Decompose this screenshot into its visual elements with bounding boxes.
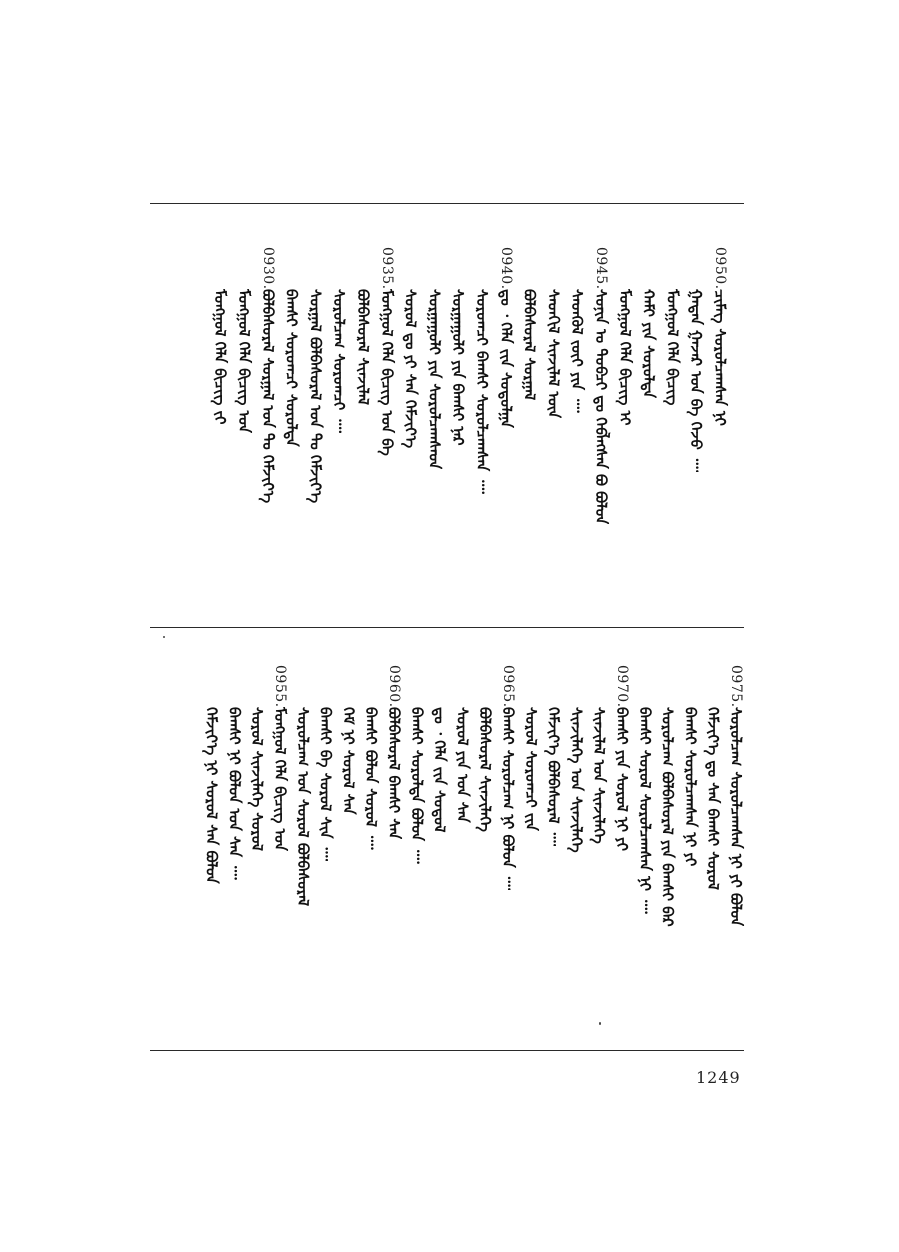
line-text: ᠪᠠᠭᠰᠢ ᠪᠠ ᠰᠤᠷᠤᠯ ᠰᠢᠨ ᠁: [316, 707, 335, 862]
verse-line: [496, 247, 516, 529]
line-text: ᠪᠣᠯᠪᠠᠰᠤᠷᠠᠯ ᠰᠤᠷᠭᠠᠯ ᠤᠨ ᠲᠤ ᠬᠡᠮᠵᠢᠶ᠎ᠡ: [258, 289, 277, 504]
verse-line: [338, 665, 358, 937]
verse-line: [566, 665, 586, 937]
line-number: [567, 247, 587, 289]
line-number: 0970.: [614, 665, 630, 708]
line-text: ᠰᠤᠷᠤᠯ ᠳᠤ ᠶᠢ ᠰᠠᠨ ᠬᠡᠮᠵᠢᠶ᠎ᠡ: [401, 289, 420, 449]
line-number: [202, 665, 222, 707]
line-number: 0945.: [593, 247, 609, 290]
top-rule: [150, 203, 744, 204]
verse-line: [270, 665, 290, 937]
middle-rule: [150, 627, 744, 628]
line-text: ᠮᠣᠩᠭᠣᠯ ᠬᠡᠯᠡ ᠪᠢᠴᠢᠭ ᠵᠢ: [211, 289, 230, 425]
line-text: ᠳᠤ ᠂ ᠬᠡᠯᠡ ᠵᠢᠨ ᠰᠤᠳᠤᠯ: [430, 707, 449, 833]
line-text: ᠰᠤᠷᠤᠯ ᠶᠢᠨ ᠤᠨ ᠰᠠᠨ: [453, 707, 472, 823]
line-text: ᠰᠢᠨᠵᠢᠯᠡᠭᠡ ᠤᠨ ᠰᠢᠨᠵᠢᠯᠡᠭᠡ: [567, 707, 586, 853]
line-text: ᠪᠠᠭᠰᠢ ᠶᠢᠨ ᠰᠤᠷᠤᠯ ᠨᠢ ᠶᠢ: [613, 707, 631, 852]
line-text: ᠬᠠᠮᠢ ᠶᠢᠨ ᠰᠤᠷᠤᠯᠲᠠ: [639, 289, 658, 399]
verse-line: [589, 665, 609, 937]
print-speck: [163, 636, 165, 638]
verse-line: [316, 665, 336, 937]
verse-line: [282, 247, 302, 529]
line-number: 0965.: [500, 665, 516, 708]
verse-line: [635, 665, 655, 937]
line-text: ᠴᠢᠮᠡᠭ ᠰᠤᠷᠤᠯᠴᠠᠭᠰᠠᠨ ᠨᠢ: [711, 289, 729, 426]
line-text: ᠰᠤᠷᠭᠠᠭᠤᠯᠢ ᠶᠢᠨ ᠰᠤᠷᠤᠯᠴᠠᠭᠰᠠᠳ: [425, 289, 444, 470]
verse-line: [430, 665, 450, 937]
line-text: ᠰᠡᠳᠬᠢᠯ ᠰᠢᠨᠵᠢᠯᠡᠯ ᠦᠨ: [544, 289, 563, 419]
line-number: [424, 247, 444, 289]
line-number: [353, 247, 373, 289]
line-number: [316, 665, 336, 707]
line-number: [452, 665, 472, 707]
verse-line: [305, 247, 325, 529]
verse-line: [377, 247, 397, 529]
line-number: [566, 665, 586, 707]
verse-line: [384, 665, 404, 937]
verse-line: [234, 247, 254, 529]
line-text: ᠪᠠᠭᠰᠢ ᠰᠤᠷᠤᠯᠴᠠᠭ ᠨᠢ ᠪᠣᠯᠤᠨ ᠁: [499, 707, 517, 891]
line-number: [589, 665, 609, 707]
line-text: ᠬᠡᠮᠵᠢᠶ᠎ᠡ ᠨᠢ ᠰᠤᠷᠤᠯ ᠰᠠᠨ ᠪᠣᠯᠤᠨ: [202, 707, 221, 884]
line-number: [338, 665, 358, 707]
verse-line: [658, 665, 678, 937]
line-number: 0935.: [378, 247, 395, 290]
line-number: 0930.: [259, 247, 276, 290]
line-number: [448, 247, 468, 289]
line-text: ᠰᠢᠨᠵᠢᠯᠡᠯ ᠤᠨ ᠰᠢᠨᠵᠢᠯᠡᠭᠡ: [590, 707, 609, 844]
line-text: ᠪᠠᠭᠰᠢ ᠰᠤᠷᠤᠯᠴᠠᠭᠰᠠᠨ ᠨᠢ ᠶᠢ: [681, 707, 700, 867]
line-text: ᠰᠡᠳᠭᠦᠯ ᠵᠦᠢ ᠶᠢᠨ ᠁: [568, 289, 587, 413]
line-number: [544, 665, 564, 707]
verse-line: [258, 247, 278, 529]
verse-line: [543, 247, 563, 529]
verse-line: [224, 665, 244, 937]
line-number: [329, 247, 349, 289]
line-number: [305, 247, 325, 289]
line-number: 0950.: [712, 247, 728, 290]
line-text: ᠰᠤᠷᠤᠯᠴᠠᠭ ᠪᠣᠯᠪᠠᠰᠤᠷᠠᠯ ᠶᠢᠨ ᠪᠠᠭᠰᠢ ᠪᠡᠷ: [658, 707, 677, 927]
line-text: ᠰᠣᠨᠢᠨ ᠤ ᠲᠣᠪᠴᠢ ᠳᠤ ᠬᠡᠪᠯᠡᠭᠰᠡᠨ ᠪᠤ ᠪᠣᠯᠤᠨ: [592, 289, 610, 525]
verse-line: [680, 665, 700, 937]
line-number: [472, 247, 492, 289]
line-number: [407, 665, 427, 707]
line-text: ᠰᠤᠷᠤᠯ ᠰᠢᠨᠵᠢᠯᠡᠭᠡ ᠰᠤᠷᠤᠯ: [248, 707, 267, 851]
line-number: [543, 247, 563, 289]
line-text: ᠬᠡᠮ ᠨᠢ ᠰᠤᠷᠤᠯ ᠰᠠᠨ: [339, 707, 358, 815]
verse-line: [615, 247, 635, 529]
line-text: ᠪᠠᠭᠰᠢ ᠨᠢ ᠪᠣᠯᠤᠨ ᠤᠨ ᠰᠠᠨ ᠁: [225, 707, 244, 880]
line-text: ᠪᠠᠭᠰᠢ ᠰᠤᠷᠤᠯ ᠰᠤᠷᠤᠯᠴᠠᠭᠰᠠᠨ ᠨᠢ ᠁: [635, 707, 654, 914]
line-number: [430, 665, 450, 707]
line-number: [520, 247, 540, 289]
line-text: ᠮᠣᠩᠭᠣᠯ ᠬᠡᠯᠡ ᠪᠢᠴᠢᠭ ᠤᠨ: [271, 707, 289, 852]
line-text: ᠪᠣᠯᠪᠠᠰᠤᠷᠠᠯ ᠰᠢᠨᠵᠢᠯᠡᠭᠡ: [476, 707, 495, 832]
verse-line: [424, 247, 444, 529]
verse-line: [475, 665, 495, 937]
verse-line: [202, 665, 222, 937]
verse-line: [612, 665, 632, 937]
line-number: [615, 247, 635, 289]
line-number: [703, 665, 723, 707]
line-text: ᠭᠠᠳᠠᠨ ᠭᠠᠵᠠᠷ ᠤᠨ ᠪᠠ ᠭᠡᠵᠦ ᠁: [687, 289, 706, 473]
verse-line: [710, 247, 730, 529]
line-number: [521, 665, 541, 707]
verse-line: [639, 247, 659, 529]
line-text: ᠪᠠᠭᠰᠢ ᠰᠤᠷᠤᠯᠲᠠ ᠪᠣᠯᠤᠨ ᠁: [407, 707, 426, 864]
verse-line: [662, 247, 682, 529]
line-text: ᠪᠣᠯᠪᠠᠰᠤᠷᠠᠯ ᠪᠠᠭᠰᠢ ᠰᠠᠨ: [385, 707, 403, 840]
line-number: [639, 247, 659, 289]
verse-line: [520, 247, 540, 529]
line-number: [282, 247, 302, 289]
line-text: ᠪᠣᠯᠪᠠᠰᠤᠷᠠᠯ ᠰᠢᠨᠵᠢᠯᠡᠯ: [354, 289, 372, 405]
verse-line: [472, 247, 492, 529]
line-text: ᠳᠤ ᠂ ᠬᠡᠯᠡ ᠵᠢᠨ ᠰᠤᠳᠤᠯᠭᠠ: [496, 289, 515, 428]
line-text: ᠰᠤᠷᠤᠯᠴᠠᠭ ᠤᠨ ᠰᠤᠷᠤᠯ ᠪᠣᠯᠪᠠᠰᠤᠷᠠᠯ: [293, 707, 312, 907]
verse-line: [686, 247, 706, 529]
verse-line: [329, 247, 349, 529]
line-text: ᠪᠣᠯᠪᠠᠰᠤᠷᠠᠯ ᠰᠤᠷᠭᠠᠯ: [520, 289, 539, 401]
verse-line: [401, 247, 421, 529]
verse-line: [703, 665, 723, 937]
line-number: 0975.: [728, 665, 744, 708]
print-speck: [599, 1022, 601, 1025]
verse-line: [293, 665, 313, 937]
line-text: ᠪᠠᠭᠰᠢ ᠪᠣᠯᠤᠨ ᠰᠤᠷᠤᠯ ᠁: [362, 707, 381, 850]
line-text: ᠬᠡᠮᠵᠢᠶ᠎ᠡ ᠳᠤ ᠰᠠᠨ ᠪᠠᠭᠰᠢ ᠰᠤᠷᠤᠯ: [704, 707, 723, 890]
line-text: ᠰᠤᠷᠤᠯ ᠰᠤᠷᠤᠭᠴᠢ ᠵᠢᠨ: [521, 707, 540, 831]
line-number: 0940.: [497, 247, 514, 290]
line-text: ᠮᠣᠩᠭᠣᠯ ᠬᠡᠯᠡ ᠪᠢᠴᠢᠭ: [663, 289, 682, 406]
line-number: [635, 665, 655, 707]
bottom-rule: [150, 1050, 744, 1051]
verse-line: [726, 665, 746, 937]
verse-line: [567, 247, 587, 529]
line-number: [680, 665, 700, 707]
line-number: [686, 247, 706, 289]
line-text: ᠮᠣᠩᠭᠣᠯ ᠬᠡᠯᠡ ᠪᠢᠴᠢᠭ ᠢ: [615, 289, 634, 426]
verse-line: [407, 665, 427, 937]
line-number: [361, 665, 381, 707]
line-text: ᠬᠡᠮᠵᠢᠶ᠎ᠡ ᠪᠣᠯᠪᠠᠰᠤᠷᠠᠯ ᠁: [544, 707, 563, 847]
line-number: [293, 665, 313, 707]
line-text: ᠮᠣᠩᠭᠣᠯ ᠬᠡᠯᠡ ᠪᠢᠴᠢᠭ ᠤᠨ: [235, 289, 253, 434]
line-number: [210, 247, 230, 289]
verse-line: [521, 665, 541, 937]
verse-line: [361, 665, 381, 937]
line-text: ᠰᠤᠷᠭᠠᠯ ᠪᠣᠯᠪᠠᠰᠤᠷᠠᠯ ᠤᠨ ᠲᠤ ᠬᠡᠮᠵᠢᠶ᠎ᠡ: [306, 289, 325, 504]
line-number: [234, 247, 254, 289]
line-number: [475, 665, 495, 707]
verse-line: [247, 665, 267, 937]
line-number: [224, 665, 244, 707]
line-number: 0955.: [272, 665, 288, 708]
line-text: ᠮᠣᠩᠭᠣᠯ ᠬᠡᠯᠡ ᠪᠢᠴᠢᠭ ᠤᠨ ᠪᠠ: [377, 289, 396, 456]
line-number: [662, 247, 682, 289]
line-text: ᠰᠤᠷᠤᠯᠴᠠᠭ ᠰᠤᠷᠤᠯᠴᠠᠭᠰᠠᠨ ᠨᠢ ᠶᠢ ᠪᠣᠯᠤᠨ: [727, 707, 745, 927]
verse-line: [591, 247, 611, 529]
line-number: [247, 665, 267, 707]
line-text: ᠪᠠᠭᠰᠢ ᠰᠤᠷᠤᠭᠴᠢ ᠰᠤᠷᠤᠯᠲᠠ: [282, 289, 301, 447]
line-number: 0960.: [386, 665, 402, 708]
verse-line: [498, 665, 518, 937]
line-text: ᠰᠤᠷᠤᠯᠴᠠᠭ ᠰᠤᠷᠤᠭᠴᠢ ᠁: [330, 289, 349, 433]
verse-line: [353, 247, 373, 529]
verse-line: [544, 665, 564, 937]
verse-line: [210, 247, 230, 529]
line-text: ᠰᠤᠷᠭᠠᠭᠤᠯᠢ ᠶᠢᠨ ᠪᠠᠭᠰᠢ ᠨᠠᠷ: [449, 289, 468, 446]
line-number: [658, 665, 678, 707]
page-number: 1249: [696, 1068, 741, 1087]
verse-line: [448, 247, 468, 529]
line-number: [401, 247, 421, 289]
verse-line: [452, 665, 472, 937]
line-text: ᠰᠤᠷᠤᠭᠴᠢ ᠪᠠᠭᠰᠢ ᠰᠤᠷᠤᠯᠴᠠᠭᠰᠠᠨ ᠁: [473, 289, 491, 494]
